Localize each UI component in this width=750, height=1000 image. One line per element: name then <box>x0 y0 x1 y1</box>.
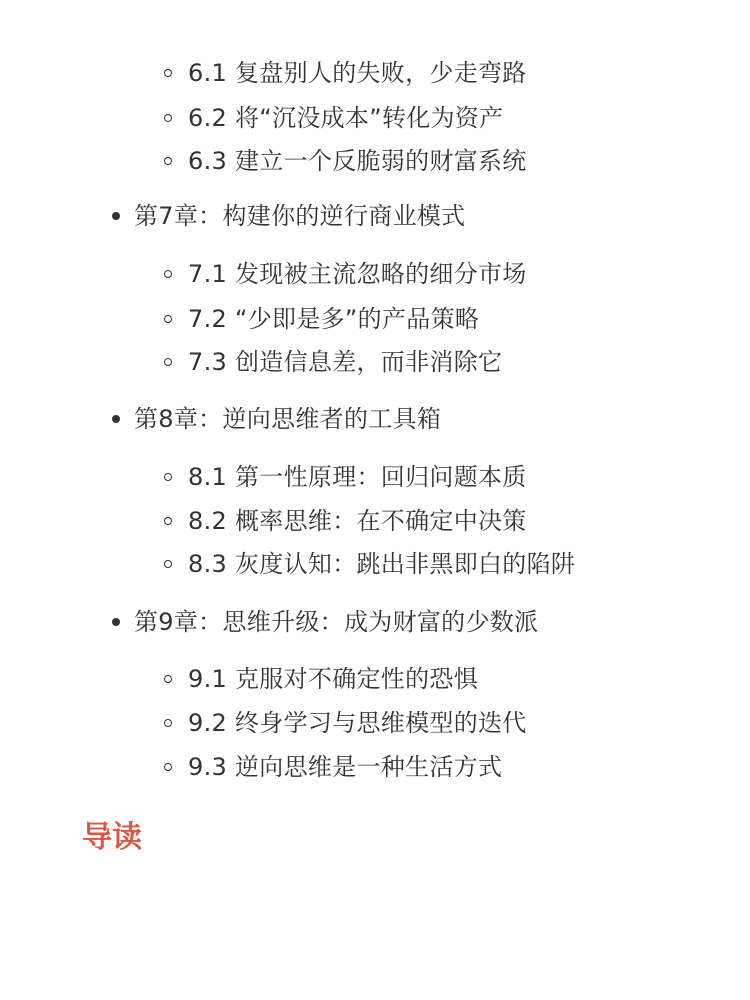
toc-subsection-item <box>188 462 527 492</box>
toc-item-label: 7.3 创造信息差，而非消除它 <box>188 348 503 376</box>
bullet-circle-icon <box>164 157 172 165</box>
toc-item-label: 8.2 概率思维：在不确定中决策 <box>188 507 527 535</box>
toc-chapter-item <box>134 201 465 231</box>
bullet-circle-icon <box>164 719 172 727</box>
toc-item-label: 9.1 克服对不确定性的恐惧 <box>188 665 478 693</box>
toc-item-label: 8.3 灰度认知：跳出非黑即白的陷阱 <box>188 550 576 578</box>
toc-subsection-item <box>188 549 575 579</box>
bullet-circle-icon <box>164 517 172 525</box>
bullet-circle-icon <box>164 315 172 323</box>
bullet-circle-icon <box>164 69 172 77</box>
toc-item-label: 第9章：思维升级：成为财富的少数派 <box>134 608 539 636</box>
section-heading: 导读 <box>82 820 142 855</box>
bullet-circle-icon <box>164 675 172 683</box>
toc-chapter-item <box>134 404 441 434</box>
bullet-disc-icon <box>112 415 120 423</box>
toc-subsection-item <box>188 304 479 334</box>
toc-subsection-item <box>188 708 527 738</box>
toc-subsection-item <box>188 146 527 176</box>
toc-subsection-item <box>188 506 527 536</box>
toc-item-label: 6.2 将“沉没成本”转化为资产 <box>188 104 504 132</box>
toc-subsection-item <box>188 347 502 377</box>
bullet-disc-icon <box>112 618 120 626</box>
toc-item-label: 7.2 “少即是多”的产品策略 <box>188 305 480 333</box>
bullet-disc-icon <box>112 212 120 220</box>
toc-item-label: 8.1 第一性原理：回归问题本质 <box>188 463 527 491</box>
bullet-circle-icon <box>164 763 172 771</box>
toc-item-label: 7.1 发现被主流忽略的细分市场 <box>188 260 527 288</box>
toc-item-label: 9.3 逆向思维是一种生活方式 <box>188 753 503 781</box>
toc-subsection-item <box>188 664 478 694</box>
toc-item-label: 第8章：逆向思维者的工具箱 <box>134 405 442 433</box>
toc-subsection-item <box>188 58 527 88</box>
toc-item-label: 第7章：构建你的逆行商业模式 <box>134 202 466 230</box>
toc-subsection-item <box>188 259 527 289</box>
toc-chapter-item <box>134 607 538 637</box>
bullet-circle-icon <box>164 114 172 122</box>
toc-subsection-item <box>188 103 503 133</box>
bullet-circle-icon <box>164 473 172 481</box>
bullet-circle-icon <box>164 560 172 568</box>
toc-item-label: 9.2 终身学习与思维模型的迭代 <box>188 709 527 737</box>
toc-item-label: 6.1 复盘别人的失败，少走弯路 <box>188 59 527 87</box>
toc-item-label: 6.3 建立一个反脆弱的财富系统 <box>188 147 527 175</box>
toc-subsection-item <box>188 752 502 782</box>
bullet-circle-icon <box>164 270 172 278</box>
bullet-circle-icon <box>164 358 172 366</box>
